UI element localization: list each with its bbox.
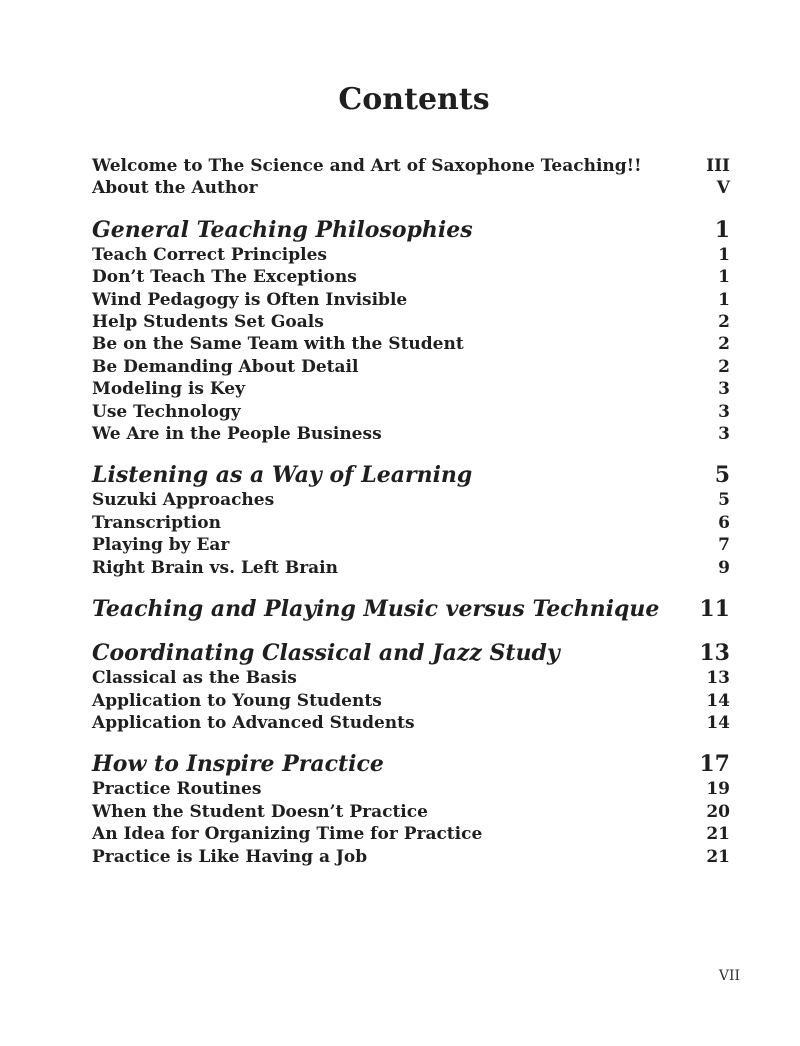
toc-section <box>92 155 730 200</box>
entry-page-number: 2 <box>718 356 730 377</box>
toc-section <box>92 750 730 868</box>
chapter-page-number: 1 <box>714 216 730 243</box>
toc-entry[interactable] <box>92 667 730 689</box>
entry-title: Right Brain vs. Left Brain <box>92 557 338 578</box>
entry-title: Teach Correct Principles <box>92 244 327 265</box>
toc-section <box>92 639 730 734</box>
toc-entry[interactable] <box>92 177 730 199</box>
toc-entry[interactable] <box>92 423 730 445</box>
entry-page-number: V <box>716 178 730 199</box>
chapter-page-number: 17 <box>699 751 730 778</box>
entry-title: Playing by Ear <box>92 535 230 556</box>
toc-entry[interactable] <box>92 823 730 845</box>
entry-title: Practice Routines <box>92 779 262 800</box>
entry-title: Suzuki Approaches <box>92 490 275 511</box>
entry-title: Be on the Same Team with the Student <box>92 334 464 355</box>
page-number: VII <box>718 968 740 984</box>
toc-section <box>92 216 730 446</box>
toc-chapter-heading[interactable] <box>92 639 730 667</box>
toc-entry[interactable] <box>92 846 730 868</box>
chapter-page-number: 5 <box>714 462 730 489</box>
toc-entry[interactable] <box>92 557 730 579</box>
entry-page-number: 14 <box>706 690 730 711</box>
toc-entry[interactable] <box>92 155 730 177</box>
entry-page-number: 9 <box>718 557 730 578</box>
entry-title: Don’t Teach The Exceptions <box>92 267 357 288</box>
toc-entry[interactable] <box>92 534 730 556</box>
entry-title: About the Author <box>92 178 258 199</box>
toc-entry[interactable] <box>92 401 730 423</box>
chapter-title: General Teaching Philosophies <box>92 216 473 243</box>
entry-page-number: 1 <box>718 267 730 288</box>
toc-entry[interactable] <box>92 512 730 534</box>
chapter-title: Coordinating Classical and Jazz Study <box>92 640 560 667</box>
entry-page-number: 7 <box>718 535 730 556</box>
entry-page-number: 2 <box>718 312 730 333</box>
toc-entry[interactable] <box>92 311 730 333</box>
toc-entry[interactable] <box>92 690 730 712</box>
entry-page-number: 13 <box>706 668 730 689</box>
page-title: Contents <box>338 82 490 117</box>
entry-title: Classical as the Basis <box>92 668 297 689</box>
toc-section <box>92 461 730 579</box>
entry-title: Application to Advanced Students <box>92 712 415 733</box>
entry-title: Application to Young Students <box>92 690 382 711</box>
entry-title: Wind Pedagogy is Often Invisible <box>92 289 408 310</box>
toc-entry[interactable] <box>92 378 730 400</box>
entry-title: When the Student Doesn’t Practice <box>92 801 428 822</box>
entry-page-number: 1 <box>718 244 730 265</box>
table-of-contents <box>92 155 730 868</box>
entry-title: Modeling is Key <box>92 379 245 400</box>
entry-page-number: 5 <box>718 490 730 511</box>
entry-page-number: III <box>706 156 730 176</box>
chapter-title: Teaching and Playing Music versus Technique <box>92 596 660 623</box>
entry-title: We Are in the People Business <box>92 424 382 445</box>
entry-title: Help Students Set Goals <box>92 312 324 333</box>
toc-entry[interactable] <box>92 712 730 734</box>
entry-title: Be Demanding About Detail <box>92 356 359 377</box>
toc-entry[interactable] <box>92 289 730 311</box>
toc-chapter-heading[interactable] <box>92 216 730 244</box>
entry-page-number: 3 <box>718 401 730 422</box>
entry-page-number: 6 <box>718 512 730 533</box>
chapter-title: Listening as a Way of Learning <box>92 462 473 489</box>
toc-entry[interactable] <box>92 333 730 355</box>
toc-entry[interactable] <box>92 244 730 266</box>
toc-chapter-heading[interactable] <box>92 595 730 623</box>
toc-section <box>92 595 730 623</box>
entry-page-number: 21 <box>706 824 730 845</box>
entry-page-number: 3 <box>718 379 730 400</box>
entry-title: Welcome to The Science and Art of Saxophone Teaching!! <box>92 156 642 176</box>
chapter-page-number: 13 <box>699 640 730 667</box>
toc-entry[interactable] <box>92 801 730 823</box>
toc-entry[interactable] <box>92 266 730 288</box>
entry-page-number: 20 <box>706 801 730 822</box>
chapter-page-number: 11 <box>699 596 730 623</box>
entry-page-number: 3 <box>718 424 730 445</box>
toc-entry[interactable] <box>92 356 730 378</box>
entry-page-number: 2 <box>718 334 730 355</box>
entry-title: Use Technology <box>92 401 241 422</box>
toc-chapter-heading[interactable] <box>92 750 730 778</box>
entry-page-number: 14 <box>706 712 730 733</box>
toc-entry[interactable] <box>92 778 730 800</box>
entry-title: Transcription <box>92 512 221 533</box>
chapter-title: How to Inspire Practice <box>92 751 384 778</box>
entry-page-number: 21 <box>706 846 730 867</box>
entry-title: Practice is Like Having a Job <box>92 846 368 867</box>
entry-page-number: 19 <box>706 779 730 800</box>
toc-entry[interactable] <box>92 489 730 511</box>
entry-title: An Idea for Organizing Time for Practice <box>92 824 483 845</box>
toc-chapter-heading[interactable] <box>92 461 730 489</box>
entry-page-number: 1 <box>718 289 730 310</box>
